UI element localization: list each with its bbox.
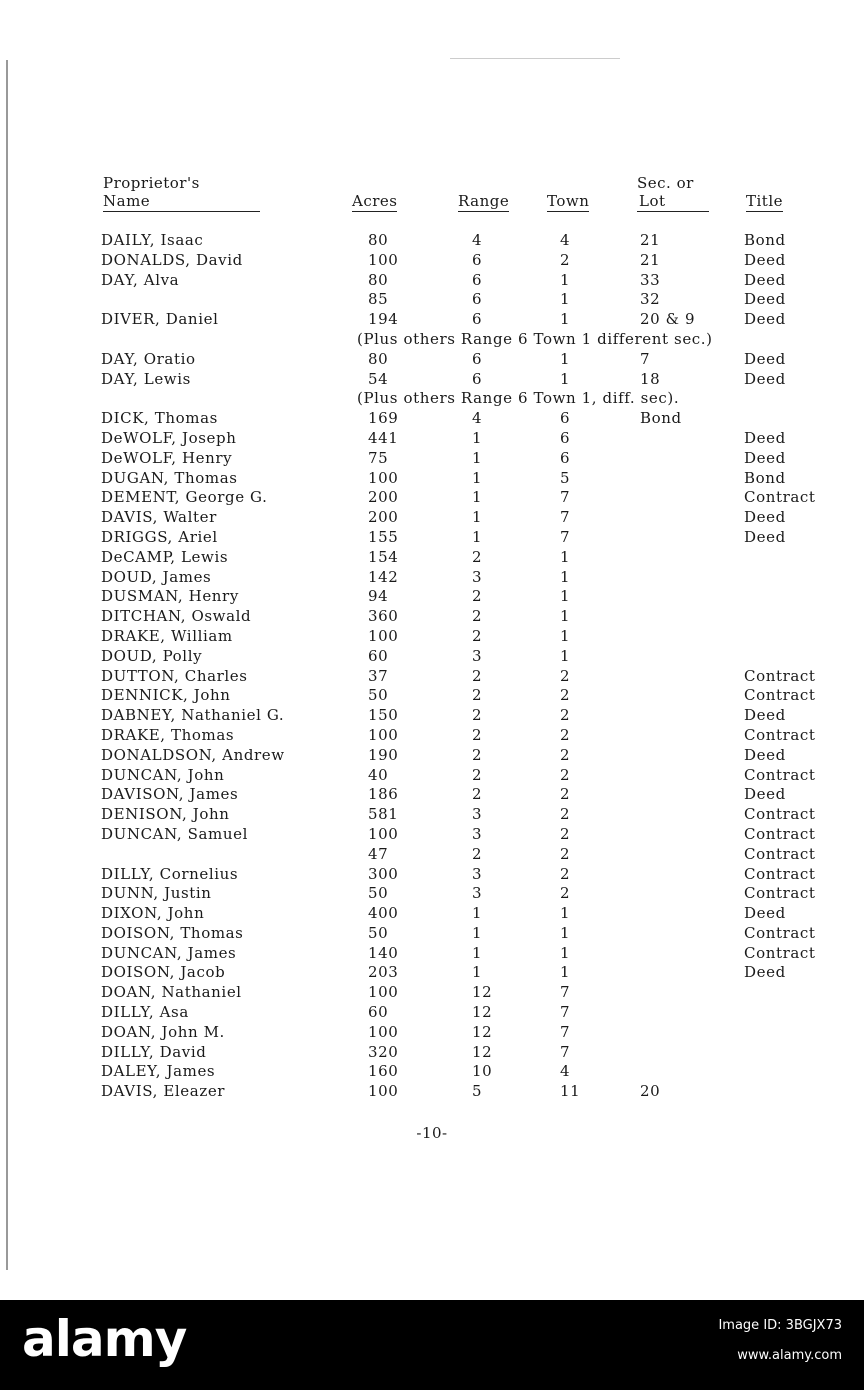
cell-acres: 40 [368,765,389,784]
cell-sec: Bond [640,409,682,428]
cell-range: 12 [472,1022,493,1041]
proprietor-table [0,231,864,1102]
cell-acres: 60 [368,1003,389,1022]
scan-smudge [450,58,620,59]
cell-acres: 80 [368,231,389,249]
cell-title: Deed [744,250,786,269]
cell-sec: 18 [640,369,661,388]
table-row [0,508,864,528]
cell-town: 7 [560,508,571,527]
cell-name: DAY, Oratio [101,349,196,368]
cell-acres: 154 [368,547,399,566]
table-row [0,1003,864,1023]
table-row [0,350,864,370]
cell-town: 2 [560,706,571,725]
cell-title: Deed [744,508,786,527]
table-row [0,1043,864,1063]
cell-range: 12 [472,1003,493,1022]
cell-town: 1 [560,547,571,566]
cell-name: DITCHAN, Oswald [101,607,252,626]
cell-town: 1 [560,270,571,289]
cell-name: DAVISON, James [101,785,239,804]
cell-title: Deed [744,290,786,309]
cell-name: DRIGGS, Ariel [101,527,218,546]
cell-range: 6 [472,349,483,368]
cell-name: DOISON, Thomas [101,923,244,942]
table-row [0,825,864,845]
table-row [0,251,864,271]
cell-range: 2 [472,745,483,764]
cell-range: 2 [472,666,483,685]
table-row [0,370,864,390]
cell-title: Deed [744,963,786,982]
cell-range: 1 [472,904,483,923]
cell-town: 1 [560,646,571,665]
table-row [0,746,864,766]
table-row [0,568,864,588]
cell-range: 6 [472,270,483,289]
cell-acres: 100 [368,468,399,487]
watermark-url: www.alamy.com [737,1348,842,1363]
cell-name: DILLY, Cornelius [101,864,239,883]
cell-sec: 20 [640,1082,661,1101]
cell-range: 1 [472,963,483,982]
table-row [0,924,864,944]
table-row [0,845,864,865]
table-row [0,647,864,667]
cell-acres: 85 [368,290,389,309]
cell-range: 3 [472,864,483,883]
cell-title: Contract [744,686,816,705]
table-row [0,983,864,1003]
cell-title: Deed [744,706,786,725]
cell-title: Deed [744,527,786,546]
cell-town: 1 [560,607,571,626]
cell-town: 5 [560,468,571,487]
cell-sec: 33 [640,270,661,289]
cell-range: 1 [472,527,483,546]
cell-name: DONALDS, David [101,250,243,269]
cell-town: 1 [560,567,571,586]
cell-acres: 47 [368,844,389,863]
cell-acres: 37 [368,666,389,685]
table-row [0,686,864,706]
cell-name: DONALDSON, Andrew [101,745,285,764]
cell-name: DILLY, Asa [101,1003,189,1022]
cell-title: Contract [744,824,816,843]
table-row [0,766,864,786]
watermark-logo: alamy [22,1310,187,1368]
cell-town: 7 [560,1022,571,1041]
cell-range: 2 [472,844,483,863]
cell-title: Deed [744,310,786,329]
cell-town: 7 [560,488,571,507]
table-row [0,1082,864,1102]
cell-sec: 20 & 9 [640,310,696,329]
cell-name: DUTTON, Charles [101,666,248,685]
cell-town: 6 [560,428,571,447]
cell-town: 1 [560,349,571,368]
table-row [0,548,864,568]
cell-acres: 50 [368,884,389,903]
cell-acres: 300 [368,864,399,883]
cell-acres: 320 [368,1042,399,1061]
cell-range: 1 [472,448,483,467]
cell-range: 4 [472,231,483,249]
cell-sec: 7 [640,349,651,368]
cell-sec: 21 [640,250,661,269]
table-row [0,944,864,964]
cell-range: 6 [472,369,483,388]
cell-acres: 100 [368,824,399,843]
cell-title: Contract [744,943,816,962]
header-acres [352,192,397,212]
header-title [746,192,783,212]
cell-acres: 100 [368,1082,399,1101]
cell-town: 1 [560,310,571,329]
cell-title: Deed [744,428,786,447]
cell-title: Deed [744,785,786,804]
cell-town: 2 [560,844,571,863]
cell-name: DIVER, Daniel [101,310,219,329]
cell-note: (Plus others Range 6 Town 1, diff. sec). [357,389,680,408]
cell-acres: 142 [368,567,399,586]
cell-range: 3 [472,567,483,586]
cell-range: 3 [472,805,483,824]
cell-acres: 360 [368,607,399,626]
cell-range: 1 [472,428,483,447]
cell-town: 2 [560,250,571,269]
cell-town: 2 [560,666,571,685]
cell-town: 7 [560,983,571,1002]
cell-name: DUNN, Justin [101,884,212,903]
table-row [0,667,864,687]
cell-title: Contract [744,923,816,942]
cell-acres: 80 [368,349,389,368]
table-row [0,607,864,627]
cell-town: 11 [560,1082,581,1101]
table-row [0,726,864,746]
table-row [0,1023,864,1043]
table-row [0,469,864,489]
table-row [0,429,864,449]
cell-range: 4 [472,409,483,428]
cell-acres: 54 [368,369,389,388]
cell-town: 7 [560,527,571,546]
cell-name: DeWOLF, Joseph [101,428,237,447]
cell-town: 2 [560,785,571,804]
table-note-row [0,330,864,350]
cell-name: DABNEY, Nathaniel G. [101,706,285,725]
table-row [0,963,864,983]
cell-town: 1 [560,587,571,606]
cell-name: DAY, Lewis [101,369,191,388]
cell-range: 6 [472,290,483,309]
watermark-footer [0,1300,864,1390]
cell-name: DUNCAN, Samuel [101,824,248,843]
header-sec-line1: Sec. or [637,174,694,192]
cell-name: DENISON, John [101,805,230,824]
cell-range: 2 [472,706,483,725]
cell-range: 2 [472,607,483,626]
cell-acres: 581 [368,805,399,824]
watermark-image-id: Image ID: 3BGJX73 [718,1318,842,1333]
cell-town: 4 [560,1062,571,1081]
table-row [0,231,864,251]
cell-acres: 80 [368,270,389,289]
table-row [0,1062,864,1082]
header-sec-line2: Lot [637,192,709,212]
cell-town: 1 [560,369,571,388]
cell-range: 1 [472,508,483,527]
cell-name: DAY, Alva [101,270,180,289]
cell-range: 12 [472,1042,493,1061]
cell-name: DAVIS, Eleazer [101,1082,226,1101]
cell-range: 1 [472,923,483,942]
cell-title: Contract [744,805,816,824]
header-proprietor-line1: Proprietor's [103,174,200,192]
cell-title: Contract [744,765,816,784]
cell-title: Deed [744,349,786,368]
table-row [0,310,864,330]
cell-title: Contract [744,488,816,507]
cell-name: DUGAN, Thomas [101,468,238,487]
cell-acres: 50 [368,686,389,705]
cell-title: Contract [744,864,816,883]
cell-range: 2 [472,626,483,645]
header-town [547,192,589,212]
table-row [0,587,864,607]
cell-town: 1 [560,904,571,923]
table-row [0,785,864,805]
cell-acres: 100 [368,250,399,269]
table-row [0,904,864,924]
cell-acres: 200 [368,488,399,507]
header-range [458,192,509,212]
table-row [0,488,864,508]
cell-range: 6 [472,310,483,329]
cell-acres: 100 [368,1022,399,1041]
cell-acres: 190 [368,745,399,764]
page-number: -10- [416,1124,448,1142]
cell-title: Bond [744,231,786,249]
cell-acres: 194 [368,310,399,329]
cell-range: 3 [472,884,483,903]
table-row [0,290,864,310]
cell-town: 2 [560,864,571,883]
header-proprietor [103,174,260,212]
cell-name: DUSMAN, Henry [101,587,239,606]
cell-town: 6 [560,409,571,428]
cell-acres: 400 [368,904,399,923]
cell-name: DALEY, James [101,1062,216,1081]
cell-acres: 441 [368,428,399,447]
cell-town: 1 [560,290,571,309]
header-proprietor-line2: Name [103,192,260,212]
cell-name: DeCAMP, Lewis [101,547,229,566]
cell-town: 2 [560,745,571,764]
cell-range: 2 [472,547,483,566]
cell-name: DeWOLF, Henry [101,448,233,467]
table-note-row [0,389,864,409]
cell-range: 2 [472,765,483,784]
cell-name: DOAN, Nathaniel [101,983,242,1002]
table-row [0,627,864,647]
cell-name: DUNCAN, John [101,765,225,784]
cell-range: 10 [472,1062,493,1081]
table-row [0,271,864,291]
cell-name: DILLY, David [101,1042,207,1061]
cell-town: 7 [560,1042,571,1061]
header-town-label: Town [547,192,590,210]
cell-range: 3 [472,646,483,665]
cell-acres: 150 [368,706,399,725]
cell-title: Bond [744,468,786,487]
cell-town: 2 [560,805,571,824]
cell-town: 1 [560,923,571,942]
cell-title: Deed [744,745,786,764]
cell-town: 7 [560,1003,571,1022]
cell-sec: 32 [640,290,661,309]
cell-acres: 75 [368,448,389,467]
cell-range: 1 [472,943,483,962]
cell-name: DOAN, John M. [101,1022,225,1041]
cell-name: DAILY, Isaac [101,231,204,249]
cell-acres: 186 [368,785,399,804]
cell-name: DUNCAN, James [101,943,237,962]
cell-name: DOISON, Jacob [101,963,226,982]
cell-title: Deed [744,270,786,289]
cell-acres: 169 [368,409,399,428]
cell-name: DIXON, John [101,904,205,923]
cell-town: 4 [560,231,571,249]
cell-town: 2 [560,884,571,903]
cell-range: 1 [472,488,483,507]
header-sec-or-lot [637,174,709,212]
cell-title: Contract [744,844,816,863]
cell-town: 1 [560,626,571,645]
cell-title: Deed [744,904,786,923]
table-row [0,528,864,548]
table-row [0,884,864,904]
cell-range: 2 [472,725,483,744]
table-row [0,706,864,726]
cell-range: 2 [472,686,483,705]
cell-sec: 21 [640,231,661,249]
cell-range: 2 [472,587,483,606]
cell-title: Contract [744,884,816,903]
cell-acres: 155 [368,527,399,546]
cell-name: DOUD, James [101,567,212,586]
cell-range: 12 [472,983,493,1002]
cell-acres: 94 [368,587,389,606]
cell-town: 1 [560,963,571,982]
cell-acres: 200 [368,508,399,527]
cell-acres: 160 [368,1062,399,1081]
cell-town: 2 [560,725,571,744]
table-row [0,449,864,469]
header-acres-label: Acres [352,192,398,210]
cell-town: 2 [560,765,571,784]
cell-range: 3 [472,824,483,843]
cell-acres: 203 [368,963,399,982]
table-row [0,865,864,885]
table-row [0,805,864,825]
cell-town: 2 [560,686,571,705]
cell-name: DEMENT, George G. [101,488,268,507]
cell-acres: 60 [368,646,389,665]
cell-name: DENNICK, John [101,686,231,705]
cell-town: 6 [560,448,571,467]
cell-name: DRAKE, Thomas [101,725,235,744]
cell-acres: 100 [368,725,399,744]
cell-name: DAVIS, Walter [101,508,217,527]
cell-title: Deed [744,369,786,388]
cell-name: DICK, Thomas [101,409,218,428]
cell-range: 2 [472,785,483,804]
cell-note: (Plus others Range 6 Town 1 different sec.) [357,329,713,348]
cell-range: 1 [472,468,483,487]
cell-acres: 100 [368,983,399,1002]
cell-title: Contract [744,725,816,744]
cell-acres: 50 [368,923,389,942]
cell-title: Deed [744,448,786,467]
cell-acres: 140 [368,943,399,962]
cell-name: DOUD, Polly [101,646,203,665]
header-title-label: Title [746,192,784,210]
table-row [0,409,864,429]
cell-range: 5 [472,1082,483,1101]
cell-title: Contract [744,666,816,685]
cell-acres: 100 [368,626,399,645]
cell-range: 6 [472,250,483,269]
cell-name: DRAKE, William [101,626,233,645]
header-range-label: Range [458,192,510,210]
cell-town: 1 [560,943,571,962]
cell-town: 2 [560,824,571,843]
